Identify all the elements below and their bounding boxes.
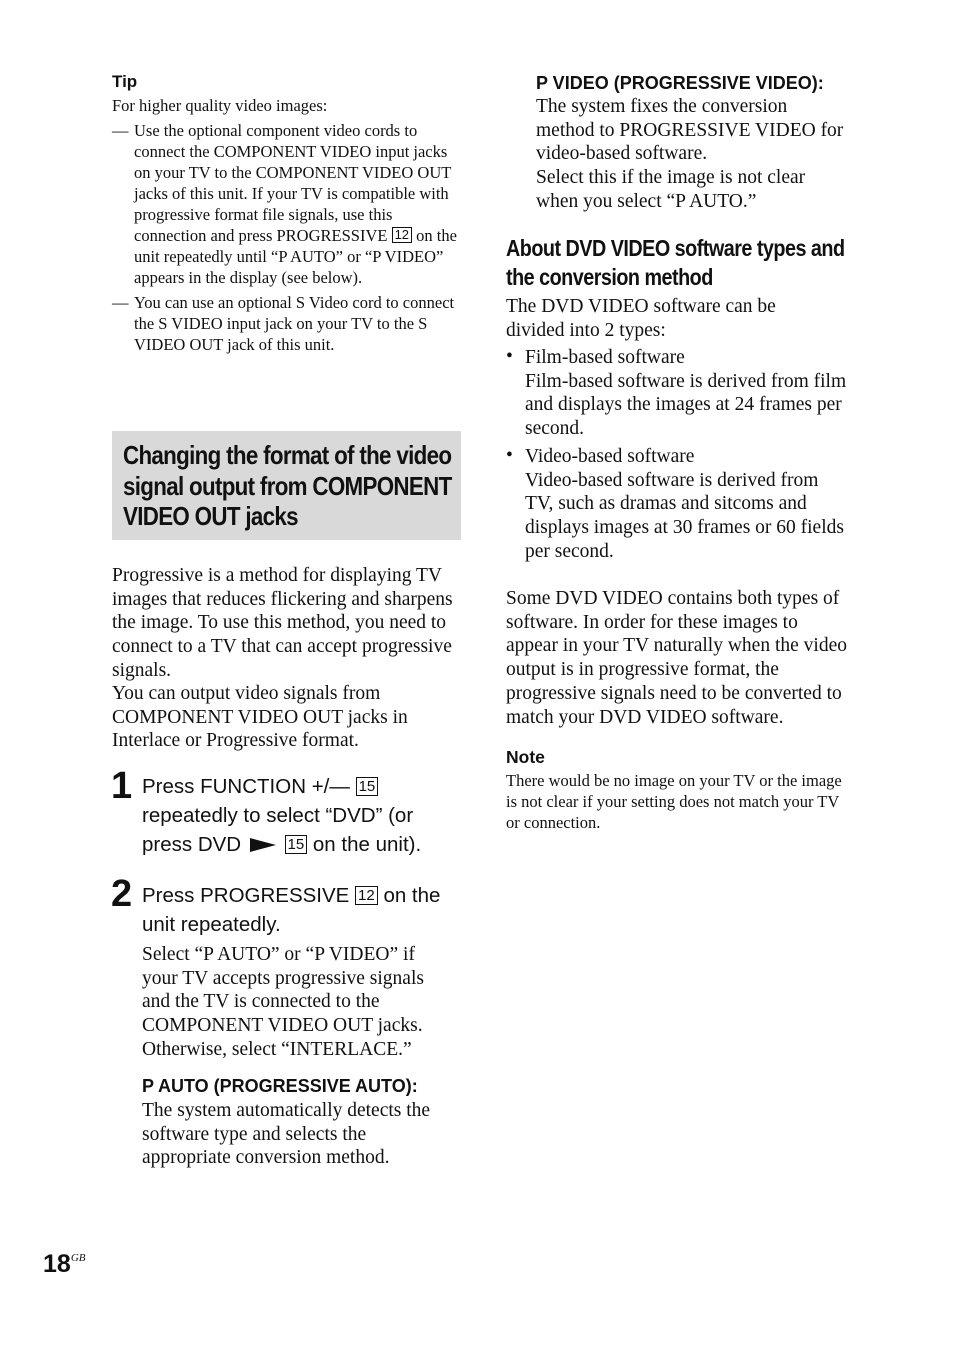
- about-paragraph: Some DVD VIDEO contains both types of software. In order for these images to appear in your TV naturally when the video output is in progressive format, the progressive signals need to be converted to match your DVD VIDEO software.: [506, 588, 847, 728]
- key-number-box: 15: [356, 777, 379, 796]
- step-text: Press PROGRESSIVE: [142, 884, 350, 907]
- bullet-marker: •: [506, 444, 513, 466]
- step-number: 1: [111, 765, 133, 807]
- pauto-label: P AUTO (PROGRESSIVE AUTO):: [142, 1076, 418, 1096]
- dash-marker: —: [112, 121, 129, 140]
- list-item: [506, 346, 851, 441]
- tip-list: [112, 120, 462, 359]
- section-heading-box: [112, 431, 461, 540]
- tip-item-text: on the unit repeatedly until “P AUTO” or “P VIDEO” appears in the display (see below).: [134, 226, 457, 287]
- list-item-title: Video-based software: [525, 445, 695, 467]
- step-body: Select “P AUTO” or “P VIDEO” if your TV accepts progressive signals and the TV is connected to the COMPONENT VIDEO OUT jacks. Otherwise, select “INTERLACE.”: [142, 944, 424, 1060]
- note-body: There would be no image on your TV or the image is not clear if your setting does not match your TV or connection.: [506, 771, 842, 832]
- key-number-box: 15: [285, 835, 308, 854]
- list-item: [506, 445, 851, 564]
- tip-label: Tip: [112, 72, 138, 91]
- tip-item-text: Use the optional component video cords to connect the COMPONENT VIDEO input jacks on your TV to the COMPONENT VIDEO OUT jacks of this unit. If your TV is compatible with progressive format file signals, use this connection and press PROGRESSIVE: [134, 121, 452, 245]
- list-item-body: Video-based software is derived from TV, such as dramas and sitcoms and displays images at 30 frames or 60 fields per second.: [525, 469, 844, 562]
- key-number-box: 12: [392, 227, 412, 243]
- section-paragraph: You can output video signals from COMPONENT VIDEO OUT jacks in Interlace or Progressive format.: [112, 683, 408, 752]
- about-intro: The DVD VIDEO software can be divided into 2 types:: [506, 296, 776, 341]
- page-number-value: 18: [43, 1250, 71, 1278]
- tip-item: [112, 292, 462, 355]
- tip-intro: For higher quality video images:: [112, 96, 328, 115]
- section-heading: Changing the format of the video signal output from COMPONENT VIDEO OUT jacks: [123, 440, 452, 531]
- about-heading: About DVD VIDEO software types and the conversion method: [506, 235, 845, 290]
- tip-item-text: You can use an optional S Video cord to connect the S VIDEO input jack on your TV to the S VIDEO OUT jack of this unit.: [134, 293, 455, 354]
- pvideo-body: Select this if the image is not clear when you select “P AUTO.”: [536, 167, 806, 212]
- page-number-suffix: GB: [70, 1252, 86, 1264]
- tip-item: [112, 120, 462, 288]
- dash-marker: —: [112, 293, 129, 312]
- step-text: repeatedly to select “DVD” (or press DVD: [142, 804, 414, 856]
- about-list: [506, 346, 851, 563]
- step-number: 2: [111, 873, 133, 915]
- play-arrow-icon: [250, 838, 276, 852]
- list-item-body: Film-based software is derived from film and displays the images at 24 frames per second.: [525, 370, 847, 440]
- step-instruction: [142, 881, 460, 939]
- page-number: [43, 1250, 85, 1279]
- list-item-title: Film-based software: [525, 347, 685, 368]
- bullet-marker: •: [506, 346, 513, 367]
- step-text: Press FUNCTION +/—: [142, 775, 350, 798]
- pvideo-body: The system fixes the conversion method to PROGRESSIVE VIDEO for video-based software.: [536, 96, 844, 165]
- section-paragraph: Progressive is a method for displaying TV images that reduces flickering and sharpens the image. To use this method, you need to connect to a TV that can accept progressive signals.: [112, 565, 453, 681]
- step-instruction: [142, 772, 460, 859]
- pvideo-label: P VIDEO (PROGRESSIVE VIDEO):: [536, 73, 824, 93]
- pauto-body: The system automatically detects the software type and selects the appropriate conversion method.: [142, 1100, 431, 1169]
- key-number-box: 12: [355, 886, 378, 905]
- step-text: on the unit repeatedly.: [142, 884, 441, 936]
- step-text: on the unit).: [312, 833, 422, 856]
- note-label: Note: [506, 747, 545, 767]
